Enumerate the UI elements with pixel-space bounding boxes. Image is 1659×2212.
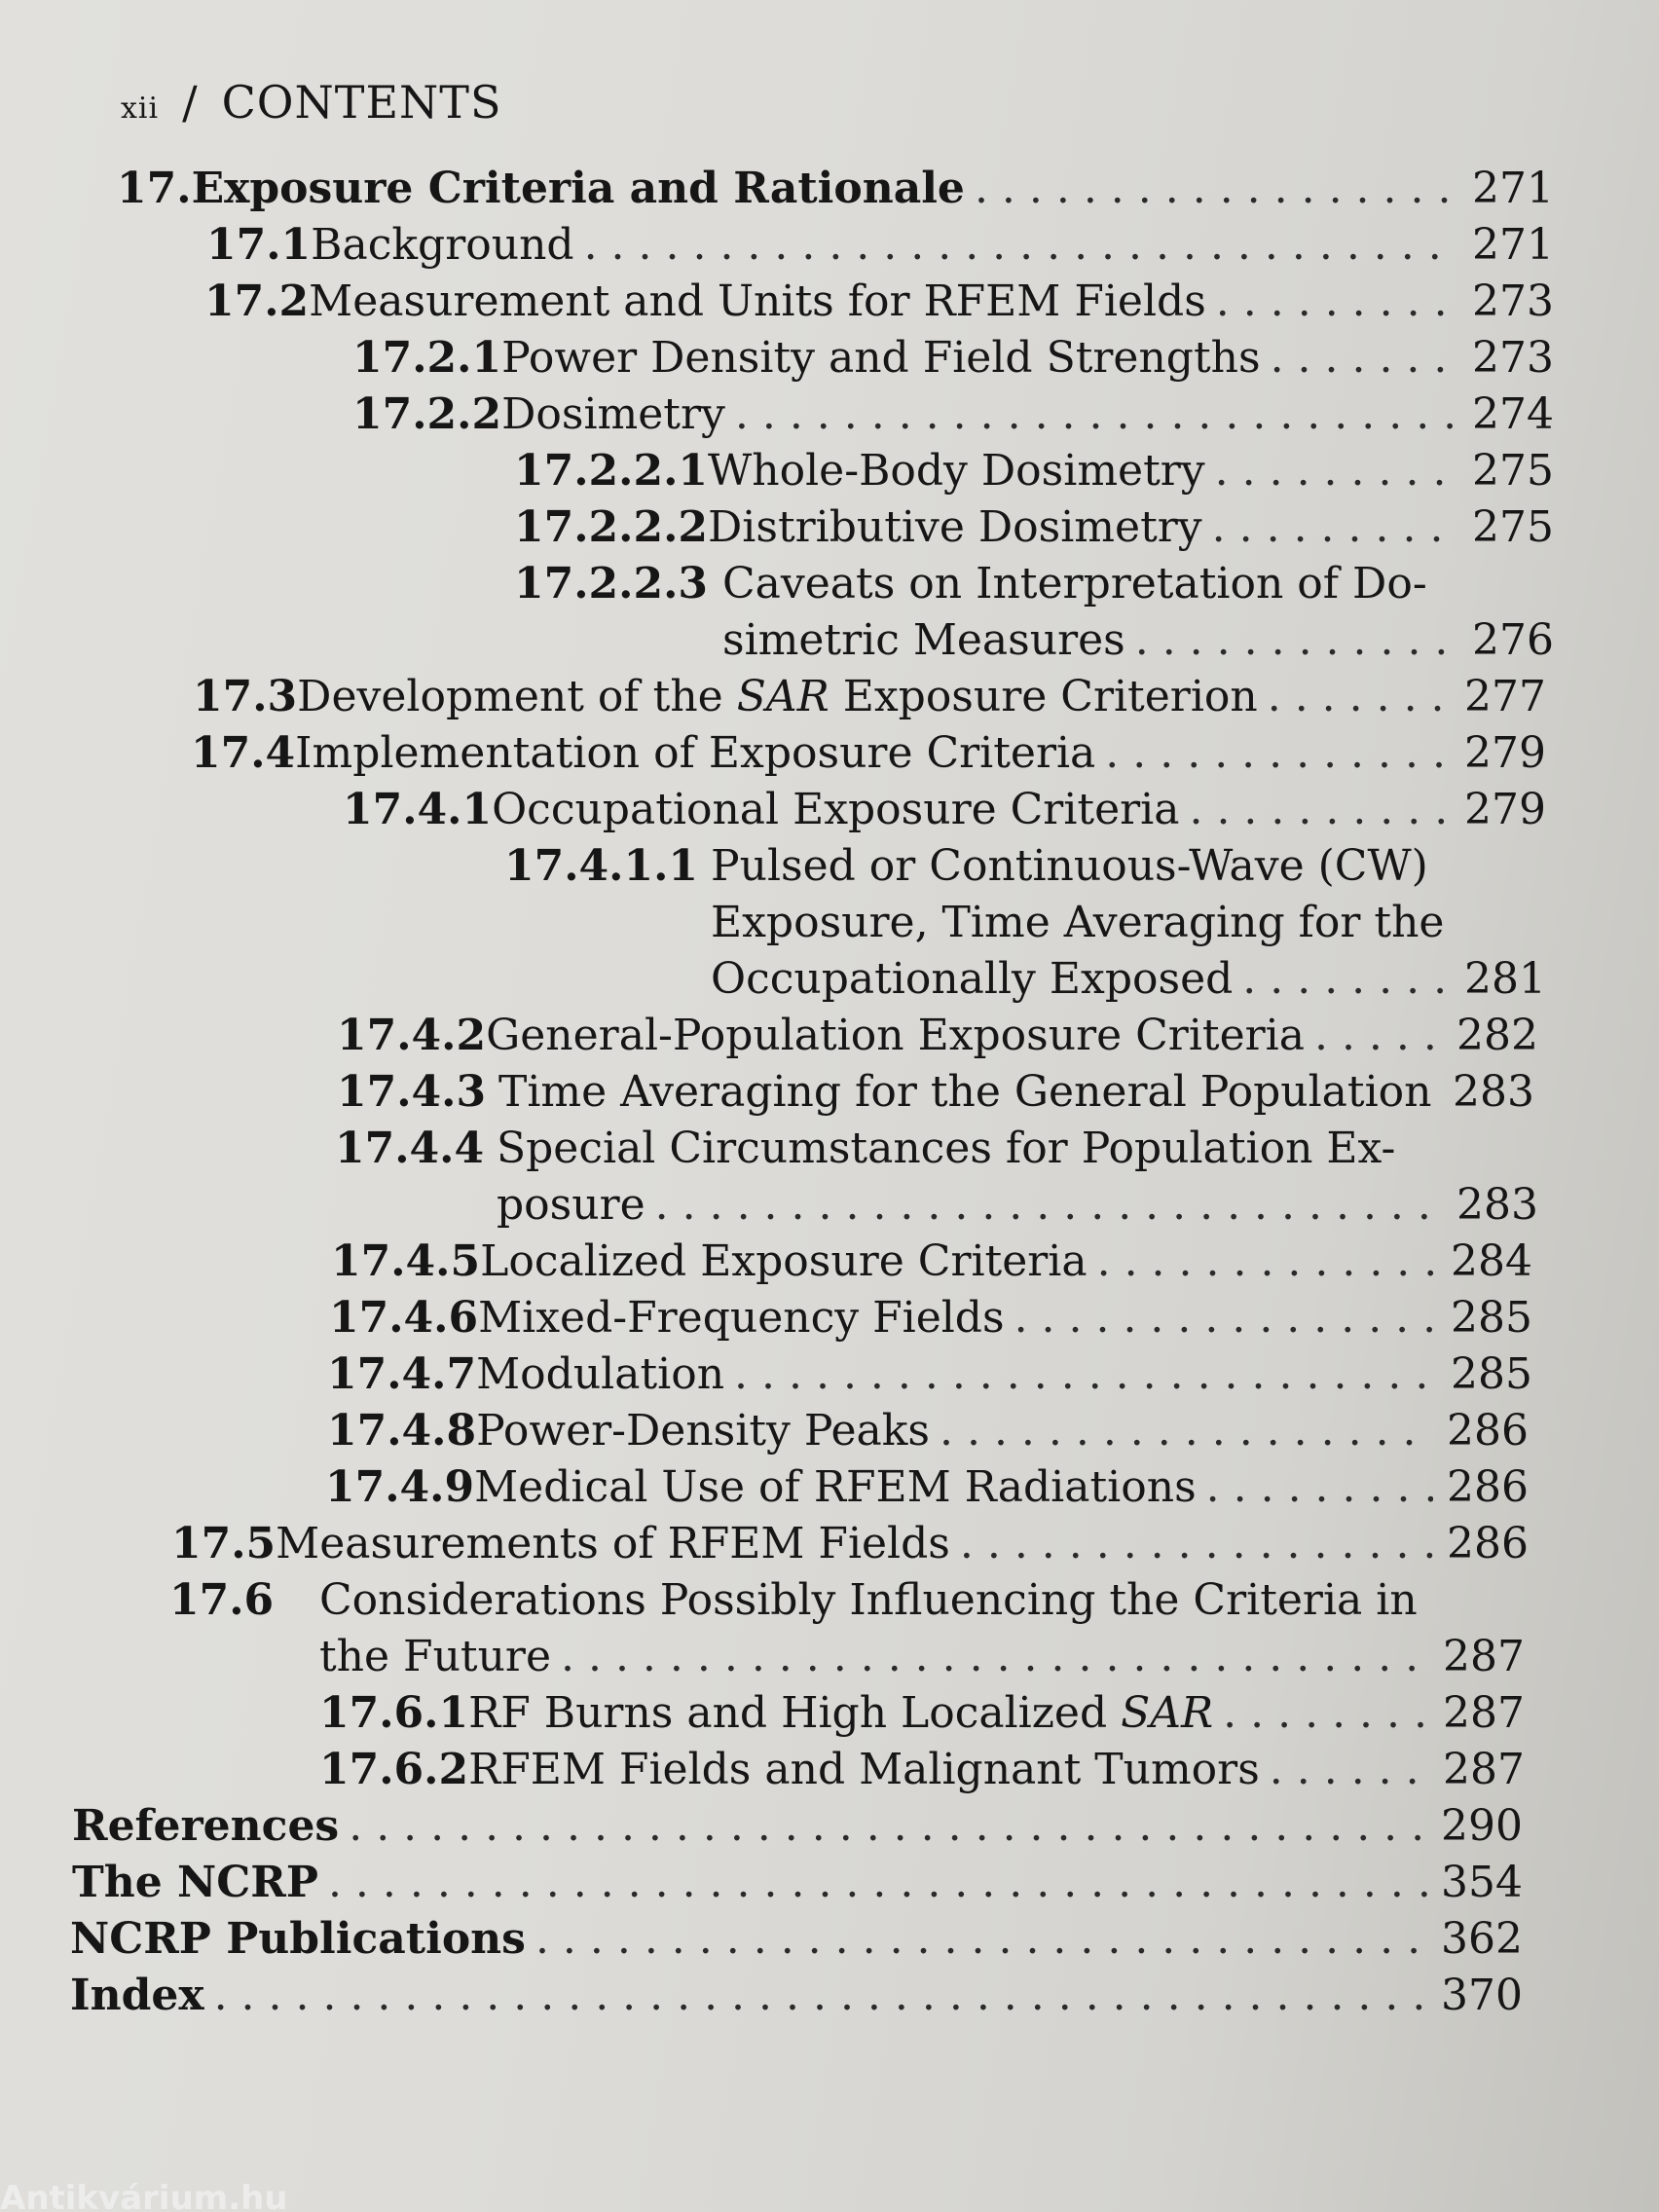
leader-dots xyxy=(584,220,1458,270)
leader-dots xyxy=(561,1632,1429,1681)
toc-entry-17-2[interactable] xyxy=(204,276,1554,331)
leader-dots xyxy=(1314,1011,1443,1060)
toc-entry-17-5[interactable] xyxy=(171,1519,1529,1573)
toc-entry-title: Caveats on Interpretation of Do- xyxy=(722,559,1427,608)
toc-entry-17-2-2[interactable] xyxy=(352,389,1554,444)
leader-dots xyxy=(940,1406,1433,1456)
header-title: CONTENTS xyxy=(221,76,502,129)
leader-dots xyxy=(960,1519,1433,1568)
toc-entry-title: Time Averaging for the General Population xyxy=(498,1067,1432,1117)
leader-dots xyxy=(1215,446,1458,496)
toc-entry-title: RFEM Fields and Malignant Tumors xyxy=(468,1745,1260,1794)
toc-entry-page: 284 xyxy=(1451,1236,1532,1286)
toc-entry-number: 17.2.1 xyxy=(352,333,502,383)
toc-entry-page: 282 xyxy=(1456,1011,1538,1060)
leader-dots xyxy=(1271,333,1458,383)
toc-entry-title: Measurements of RFEM Fields xyxy=(276,1519,950,1568)
leader-dots xyxy=(1135,615,1458,665)
header-page-number: xii xyxy=(121,92,160,126)
toc-entry-page: 287 xyxy=(1443,1632,1525,1681)
toc-entry-title: Power Density and Field Strengths xyxy=(501,333,1261,383)
toc-entry-17-4-4-continued[interactable] xyxy=(497,1180,1538,1235)
toc-entry-number: 17.4 xyxy=(191,728,296,778)
toc-entry-title: Measurement and Units for RFEM Fields xyxy=(309,276,1206,326)
toc-entry-title: Considerations Possibly Influencing the Criteria in xyxy=(319,1575,1418,1625)
toc-entry-page: 277 xyxy=(1464,672,1546,721)
toc-entry-17-2-1[interactable] xyxy=(352,333,1554,387)
toc-entry-page: 286 xyxy=(1447,1406,1529,1456)
toc-entry-page: 285 xyxy=(1451,1293,1532,1343)
toc-entry-number: 17.4.1.1 xyxy=(504,841,699,891)
toc-entry-title-continued: the Future xyxy=(319,1632,552,1681)
watermark-text: Antikvárium.hu xyxy=(0,2179,288,2212)
toc-entry-17-2-2-1[interactable] xyxy=(514,446,1554,500)
toc-entry-page: 275 xyxy=(1472,446,1554,496)
toc-entry-number: 17.2.2.3 xyxy=(514,559,709,608)
toc-entry-number: 17.4.7 xyxy=(327,1349,477,1399)
leader-dots xyxy=(214,1971,1427,2020)
toc-entry-number: 17.6.2 xyxy=(319,1745,469,1794)
toc-entry-title: Background xyxy=(311,220,574,270)
toc-entry-title: Medical Use of RFEM Radiations xyxy=(474,1462,1197,1512)
toc-entry-title-continued: Exposure, Time Averaging for the xyxy=(711,898,1445,947)
leader-dots xyxy=(655,1180,1443,1230)
toc-entry-page: 287 xyxy=(1443,1688,1525,1738)
toc-entry-17-4-8[interactable] xyxy=(327,1406,1529,1460)
toc-entry-number: 17.2 xyxy=(204,276,310,326)
toc-entry-17-4-9[interactable] xyxy=(325,1462,1529,1517)
toc-entry-page: 279 xyxy=(1464,785,1546,834)
leader-dots xyxy=(349,1801,1427,1851)
toc-entry-17-6-2[interactable] xyxy=(319,1745,1525,1799)
toc-entry-number: 17.1 xyxy=(206,220,312,270)
toc-entry-17-6-1[interactable] xyxy=(319,1688,1525,1743)
toc-entry-page: 354 xyxy=(1441,1858,1523,1907)
toc-entry-title: Implementation of Exposure Criteria xyxy=(295,728,1096,778)
toc-entry-page: 286 xyxy=(1447,1519,1529,1568)
leader-dots xyxy=(734,1349,1437,1399)
toc-entry-17-4-4[interactable] xyxy=(335,1124,1534,1178)
toc-entry-title: Modulation xyxy=(476,1349,725,1399)
toc-entry-number: 17.4.8 xyxy=(327,1406,477,1456)
toc-entry-title: Dosimetry xyxy=(501,389,725,439)
toc-entry-number: 17.4.5 xyxy=(331,1236,481,1286)
leader-dots xyxy=(1014,1293,1437,1343)
leader-dots xyxy=(1206,1462,1433,1512)
toc-entry-17-1[interactable] xyxy=(206,220,1554,275)
leader-dots xyxy=(735,389,1458,439)
leader-dots xyxy=(1212,502,1458,552)
toc-entry-title: NCRP Publications xyxy=(70,1914,526,1964)
toc-entry-17-4-6[interactable] xyxy=(329,1293,1532,1347)
toc-entry-17-4-3[interactable] xyxy=(337,1067,1534,1122)
toc-entry-page: 283 xyxy=(1453,1067,1534,1117)
toc-entry-17-4-5[interactable] xyxy=(331,1236,1532,1291)
toc-entry-index[interactable] xyxy=(70,1971,1523,2025)
toc-entry-title-continued: posure xyxy=(497,1180,645,1230)
toc-entry-ncrp-publications[interactable] xyxy=(70,1914,1523,1969)
toc-entry-title: Exposure Criteria and Rationale xyxy=(191,164,965,213)
toc-entry-17-4-2[interactable] xyxy=(337,1011,1538,1065)
leader-dots xyxy=(1270,1745,1429,1794)
leader-dots xyxy=(1105,728,1451,778)
toc-entry-number: 17.4.4 xyxy=(335,1124,485,1173)
toc-entry-page: 287 xyxy=(1443,1745,1525,1794)
toc-entry-references[interactable] xyxy=(72,1801,1523,1856)
toc-entry-title: Special Circumstances for Population Ex- xyxy=(497,1124,1396,1173)
toc-entry-17-3[interactable] xyxy=(193,672,1546,726)
leader-dots xyxy=(1268,672,1451,721)
leader-dots xyxy=(328,1858,1427,1907)
toc-entry-title: Pulsed or Continuous-Wave (CW) xyxy=(711,841,1428,891)
toc-entry-number: 17.4.3 xyxy=(337,1067,487,1117)
toc-entry-number: 17.4.2 xyxy=(337,1011,487,1060)
toc-entry-the-ncrp[interactable] xyxy=(72,1858,1523,1912)
header-separator: / xyxy=(182,76,199,129)
toc-entry-title: The NCRP xyxy=(72,1858,318,1907)
toc-entry-title: Distributive Dosimetry xyxy=(708,502,1202,552)
toc-entry-title: Index xyxy=(70,1971,204,2020)
toc-entry-page: 274 xyxy=(1472,389,1554,439)
toc-entry-number: 17. xyxy=(117,164,192,213)
leader-dots xyxy=(1189,785,1451,834)
toc-entry-page: 285 xyxy=(1451,1349,1532,1399)
toc-entry-page: 290 xyxy=(1441,1801,1523,1851)
toc-entry-title: Whole-Body Dosimetry xyxy=(708,446,1205,496)
toc-entry-number: 17.2.2 xyxy=(352,389,502,439)
toc-entry-number: 17.5 xyxy=(171,1519,276,1568)
toc-entry-17-6-continued[interactable] xyxy=(319,1632,1525,1686)
toc-entry-17-4[interactable] xyxy=(191,728,1546,783)
toc-entry-title: General-Population Exposure Criteria xyxy=(486,1011,1305,1060)
toc-entry-page: 281 xyxy=(1464,954,1546,1004)
toc-entry-title: Development of the SAR Exposure Criterion xyxy=(297,672,1258,721)
toc-entry-page: 276 xyxy=(1472,615,1554,665)
toc-entry-17-2-2-2[interactable] xyxy=(514,502,1554,557)
toc-entry-number: 17.6 xyxy=(169,1575,275,1625)
toc-entry-title: Mixed-Frequency Fields xyxy=(478,1293,1005,1343)
toc-entry-number: 17.4.9 xyxy=(325,1462,475,1512)
toc-entry-title: Power-Density Peaks xyxy=(476,1406,930,1456)
toc-entry-number: 17.3 xyxy=(193,672,298,721)
toc-entry-title-continued: Occupationally Exposed xyxy=(711,954,1234,1004)
toc-entry-17-4-1-1[interactable] xyxy=(504,841,1542,896)
toc-entry-title: References xyxy=(72,1801,340,1851)
toc-entry-number: 17.4.1 xyxy=(343,785,493,834)
toc-entry-page: 279 xyxy=(1464,728,1546,778)
toc-entry-17-4-7[interactable] xyxy=(327,1349,1532,1404)
leader-dots xyxy=(1097,1236,1437,1286)
toc-entry-title: Occupational Exposure Criteria xyxy=(492,785,1180,834)
toc-entry-17-2-2-3[interactable] xyxy=(514,559,1550,613)
leader-dots xyxy=(1216,276,1458,326)
toc-entry-number: 17.4.6 xyxy=(329,1293,479,1343)
leader-dots xyxy=(1223,1688,1429,1738)
toc-entry-page: 275 xyxy=(1472,502,1554,552)
leader-dots xyxy=(975,164,1458,213)
toc-entry-page: 283 xyxy=(1456,1180,1538,1230)
leader-dots xyxy=(535,1914,1427,1964)
toc-entry-number: 17.6.1 xyxy=(319,1688,469,1738)
toc-entry-title-continued: simetric Measures xyxy=(722,615,1125,665)
toc-entry-page: 370 xyxy=(1441,1971,1523,2020)
toc-entry-17-6[interactable] xyxy=(169,1575,1525,1630)
toc-entry-page: 271 xyxy=(1472,164,1554,213)
toc-entry-number: 17.2.2.2 xyxy=(514,502,709,552)
toc-entry-title: Localized Exposure Criteria xyxy=(480,1236,1088,1286)
toc-entry-chapter-17[interactable] xyxy=(117,164,1554,218)
toc-entry-17-4-1-1-line2[interactable] xyxy=(711,898,1542,952)
leader-dots xyxy=(1242,954,1451,1004)
toc-entry-page: 271 xyxy=(1472,220,1554,270)
toc-entry-17-4-1[interactable] xyxy=(343,785,1546,839)
toc-entry-number: 17.2.2.1 xyxy=(514,446,709,496)
toc-entry-page: 273 xyxy=(1472,276,1554,326)
toc-entry-page: 286 xyxy=(1447,1462,1529,1512)
toc-entry-page: 273 xyxy=(1472,333,1554,383)
toc-entry-page: 362 xyxy=(1441,1914,1523,1964)
toc-entry-17-2-2-3-continued[interactable] xyxy=(722,615,1554,670)
toc-entry-17-4-1-1-line3[interactable] xyxy=(711,954,1546,1009)
toc-entry-title: RF Burns and High Localized SAR xyxy=(468,1688,1214,1738)
